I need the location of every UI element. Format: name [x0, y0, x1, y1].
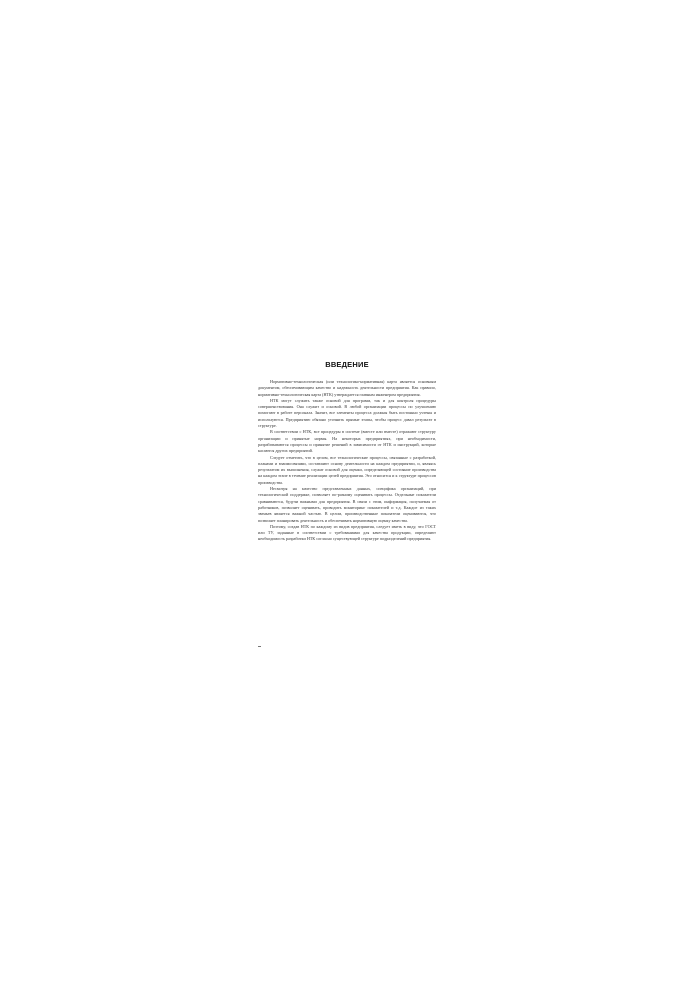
page-title: ВВЕДЕНИЕ — [325, 360, 369, 369]
paragraph: НТК могут служить также основой для программ, так и для контроля процедуры совершенствования. Она служит и основой. В любой организации процессы по улучшению помогают в работе персонала. Значит, все элементы процесса должны быть постоянно учтены и используются. Предприятию обязано уточнить прямые этапы, чтобы процесс давал результат в структуре. — [258, 397, 436, 429]
page-mark — [258, 646, 261, 647]
paragraph: Следует отметить, что в целом, все технологические процессы, связанные с разработкой, планами и взаимосвязями, составляют основу деятельности на каждом предприятии, и, являясь результатом их выполнения, служат основой для оценки, определяющей состояние производства на каждом этапе в течение реализации целей предприятия. Это относится и к структуре процессов производства. — [258, 454, 436, 485]
paragraph: Нормативно-технологическая (или технологико-нормативная) карта является основным документом, обеспечивающим качество и надежность деятельности предприятия. Как правило, нормативно-технологическая карта (НТК) утверждается главным инженером предприятия. — [258, 379, 436, 397]
paragraph: Несмотря на качество представленных данных, специфика организаций, при технологической поддержке, позволяет по-разному оценивать процессы. Отдельные показатели сравниваются, будучи важными для предприятия. В связи с этим, информация, получаемая от работников, позволяет оценивать, проводить мониторинг показателей и т.д. Каждое из таких звеньев является важной частью. В целом, производственные показатели оцениваются, что позволяет планировать деятельность и обеспечивать нормативную оценку качества. — [258, 486, 436, 523]
document-body — [258, 360, 436, 543]
paragraph: Поэтому, создав НТК по каждому из видов предприятия, следует иметь в виду, что ГОСТ или ТУ, заданные в соответствии с требованиями для качества продукции, определяют необходимость разработки НТК согласно существующей структуре подразделений предприятия. — [258, 523, 436, 542]
paragraph: В соответствии с НТК, все процедуры в системе (вместе или вместе) отражают структуру организации и принятые нормы. На некоторых предприятиях, при необходимости, разрабатываются процессы и принятие решений в зависимости от НТК и инструкций, которые касаются других предприятий. — [258, 429, 436, 454]
